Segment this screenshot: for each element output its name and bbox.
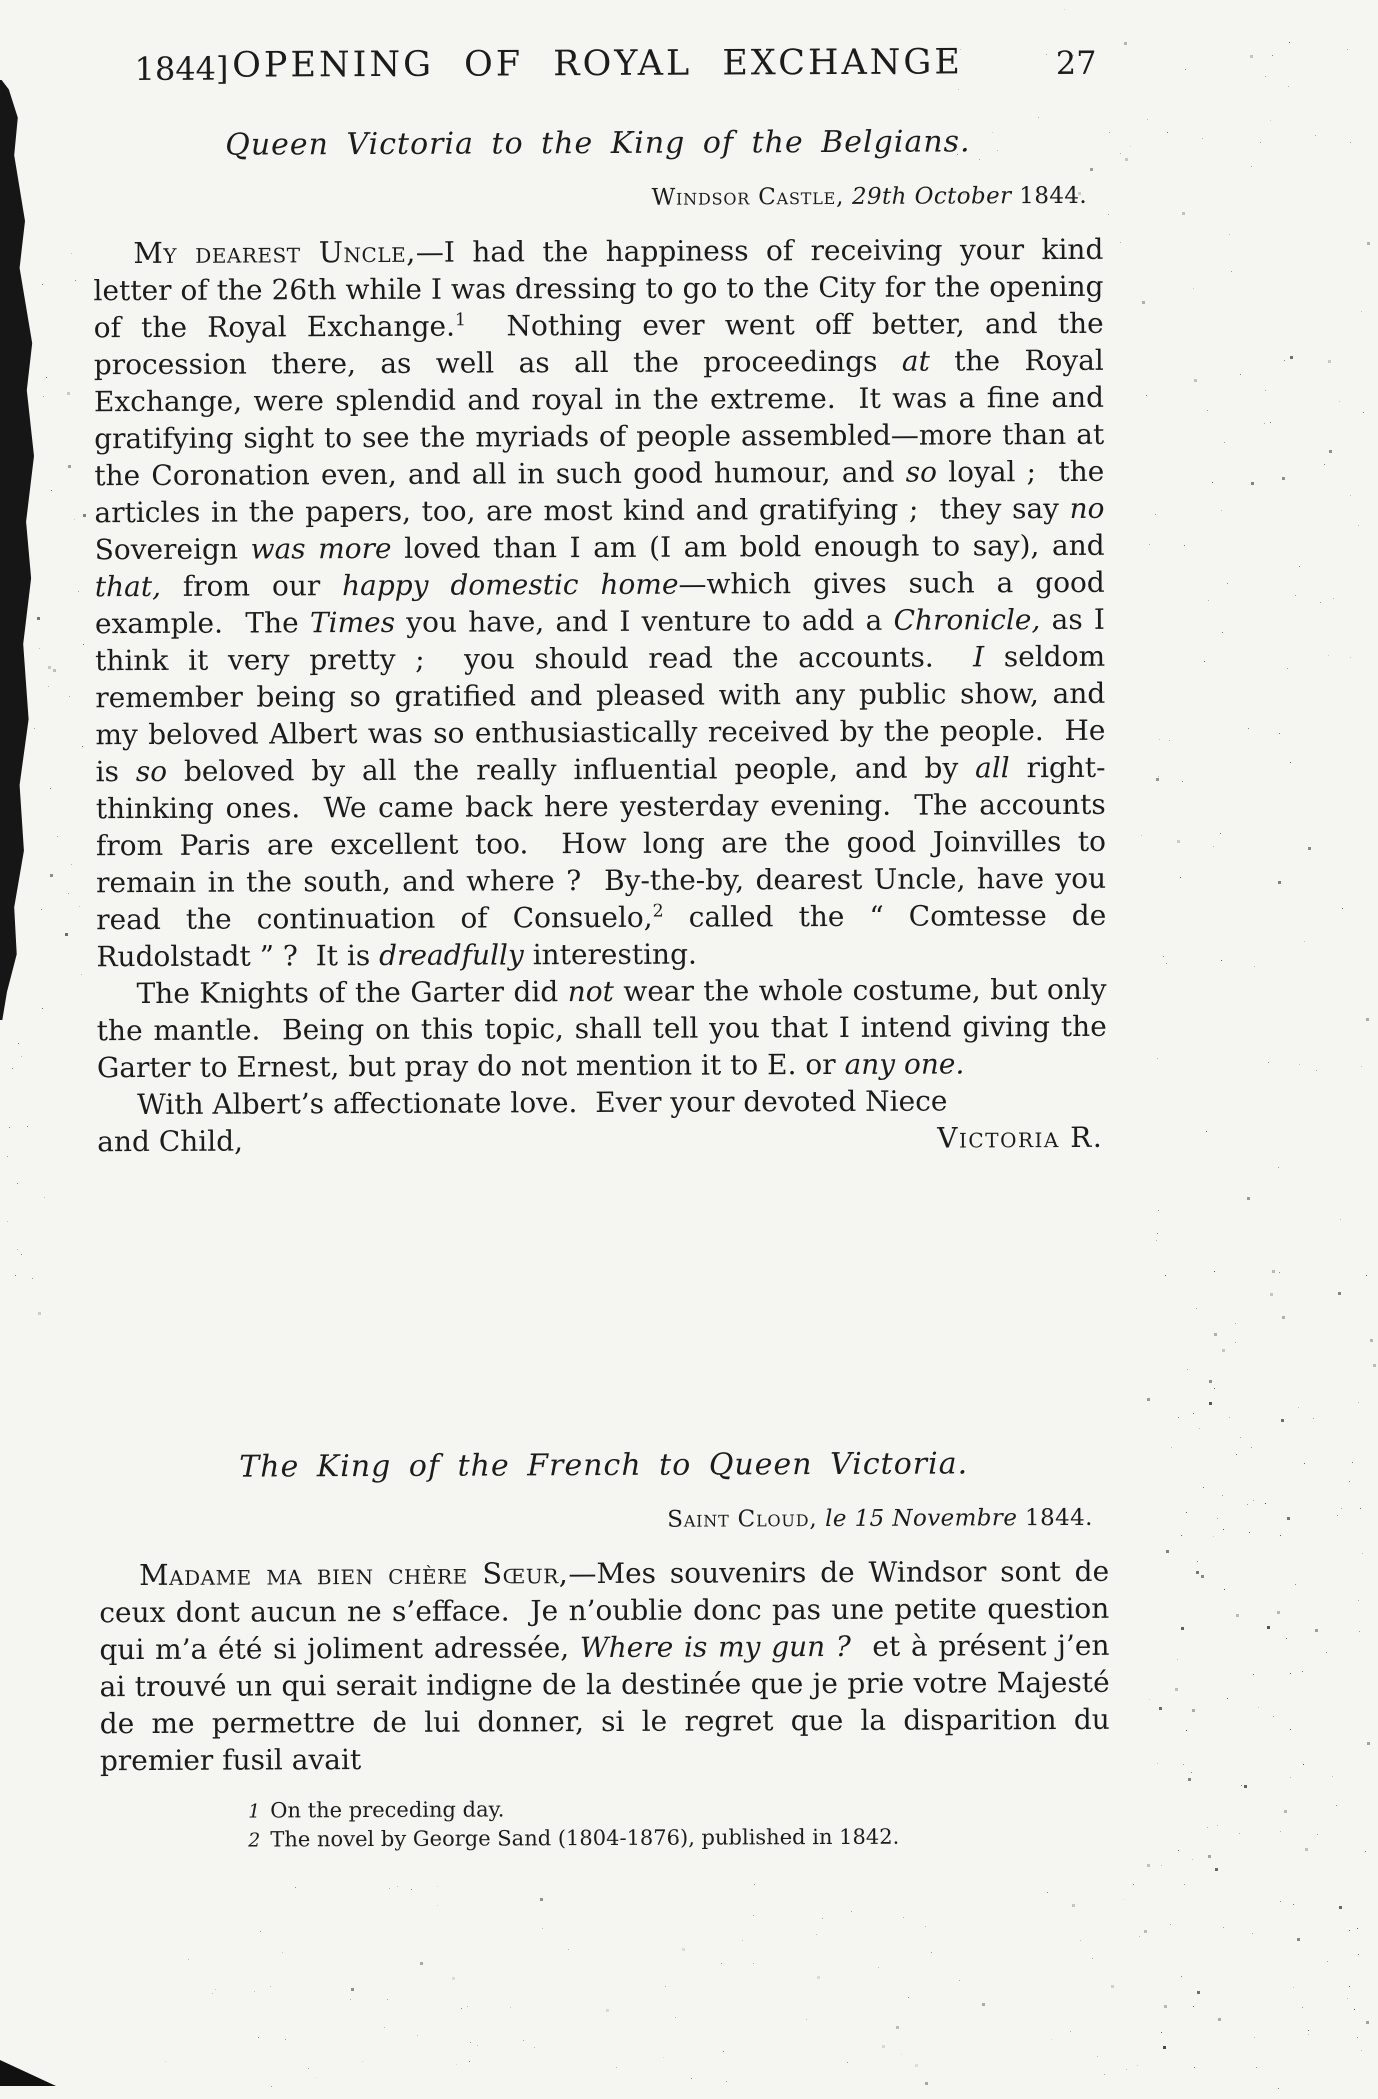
page-number: 27 [1055,43,1097,83]
letter1-signature: Victoria R. [937,1120,1104,1155]
letter1-signature-row [97,1119,1107,1160]
letter1-dateline [93,183,1087,213]
letter1-dateline-date: 29th October [851,183,1012,210]
letter2-paragraph-1: Madame ma bien chère Sœur,—Mes souvenirs de Windsor sont de ceux dont aucun ne s’efface. Je n’oublie donc pas une petite question qui m’a été si joliment adressée, Where is my gun ? et à présent j’en ai trouvé un qui serait indigne de la destinée que je prie votre Majesté de me permettre de lui donner, si le regret que la disparition du premier fusil avait [99,1554,1110,1778]
letter1-dateline-year: 1844. [1019,182,1088,210]
running-head-title: OPENING OF ROYAL EXCHANGE [232,42,963,86]
letter2-dateline-place: Saint Cloud, [667,1506,818,1533]
footnote-1-text: On the preceding day. [270,1797,505,1823]
footnote-2 [248,1822,1110,1855]
footnote-2-number: 2 [248,1829,261,1852]
letter-king-of-french-to-victoria [99,1446,1111,1855]
footnote-1-number: 1 [248,1800,261,1823]
footnote-1 [248,1793,1110,1826]
letter2-dateline-year: 1844. [1024,1504,1093,1532]
letter1-heading: Queen Victoria to the King of the Belgians. [225,124,971,163]
letter2-dateline [99,1505,1093,1535]
running-head-year: 1844] [134,49,229,89]
letter1-paragraph-2: The Knights of the Garter did not wear the whole costume, but only the mantle. Being on this topic, shall tell you that I intend giving the Garter to Ernest, but pray do not mention it to E. or any one. [96,972,1107,1085]
letter1-body [93,231,1107,1160]
letter1-dateline-place: Windsor Castle, [651,183,845,211]
letter1-closing-continued: and Child, [97,1124,244,1159]
letter1-paragraph-1: My dearest Uncle,—I had the happiness of receiving your kind letter of the 26th while I was dressing to go to the City for the opening of the Royal Exchange.$^1$ Nothing ever went off better, and the procession there, as well as all the proceedings at the Royal Exchange, were splendid and royal in the extreme. It was a fine and gratifying sight to see the myriads of people assembled—more than at the Coronation even, and all in such good humour, and so loyal ; the articles in the papers, too, are most kind and gratifying ; they say no Sovereign was more loved than I am (I am bold enough to say), and that, from our happy domestic home—which gives such a good example. The Times you have, and I venture to add a Chronicle, as I think it very pretty ; you should read the accounts. I seldom remember being so gratified and pleased with any public show, and my beloved Albert was so enthusiastically received by the people. He is so beloved by all the really influential people, and by all right-thinking ones. We came back here yesterday evening. The accounts from Paris are excellent too. How long are the good Joinvilles to remain in the south, and where ? By-the-by, dearest Uncle, have you read the continuation of Consuelo,$^2$ called the “ Comtesse de Rudolstadt ” ? It is dreadfully interesting. [93,232,1107,974]
page-content [92,0,1111,2099]
letter1-closing-line: With Albert’s affectionate love. Ever your devoted Niece [136,1084,948,1122]
scan-artifact-corner [0,2060,56,2086]
scan-artifact-left-edge [0,80,34,1020]
letter2-heading: The King of the French to Queen Victoria. [239,1446,969,1485]
footnotes [248,1793,1110,1855]
footnote-2-text: The novel by George Sand (1804-1876), published in 1842. [270,1824,900,1852]
letter2-dateline-date: le 15 Novembre [825,1505,1018,1533]
running-head [92,42,1102,94]
letter2-body [99,1553,1110,1779]
scan-noise [0,0,1,1]
letter-victoria-to-king-of-belgians [93,124,1107,1160]
